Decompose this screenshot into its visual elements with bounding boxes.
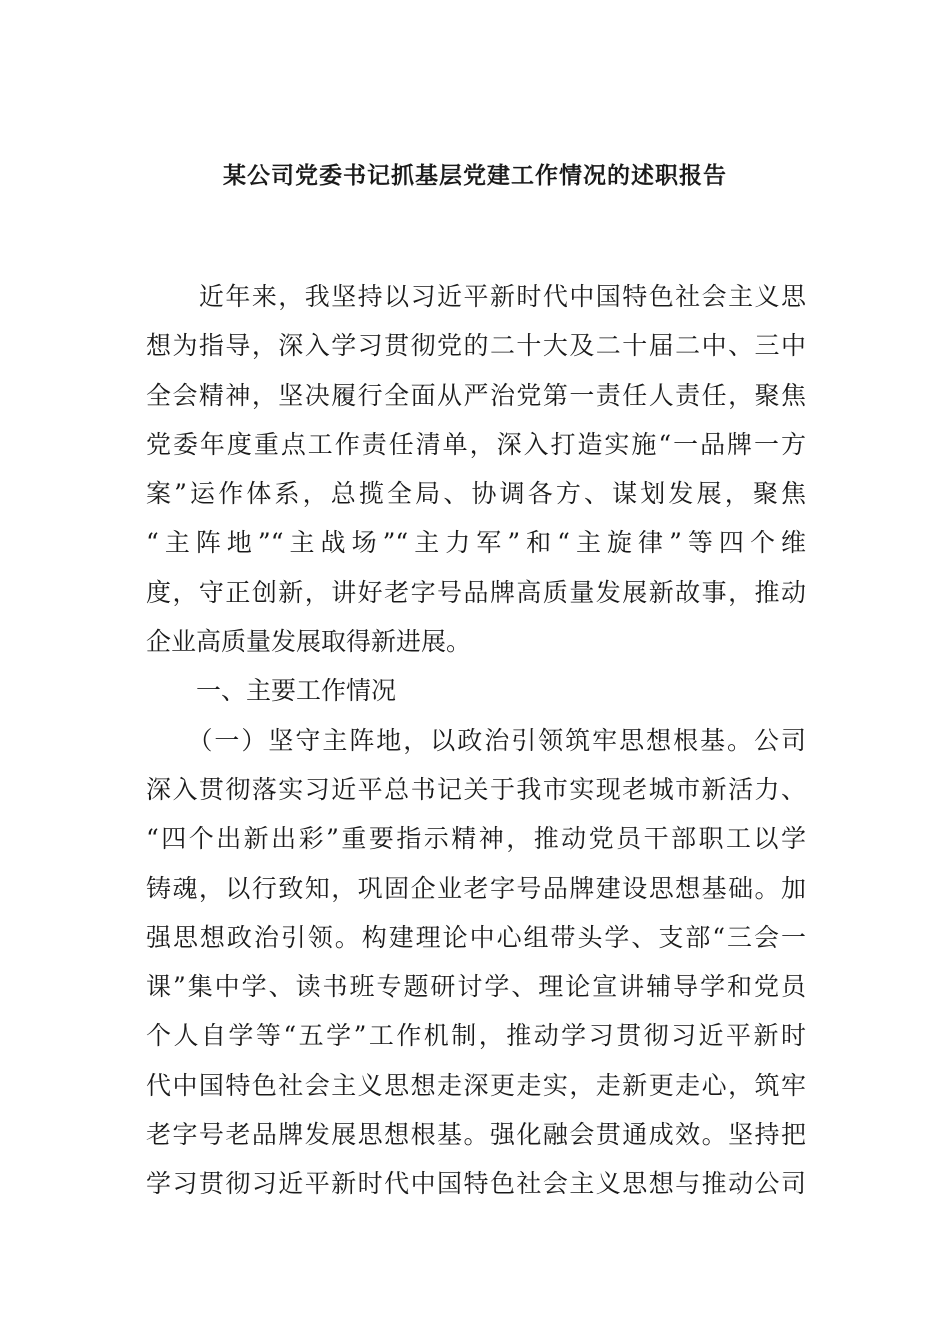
paragraph-line: 企业高质量发展取得新进展。	[146, 627, 472, 657]
paragraph-line: “四个出新出彩”重要指示精神，推动党员干部职工以学	[146, 824, 806, 854]
document-body	[146, 272, 806, 1209]
paragraph-line: 代中国特色社会主义思想走深更走实，走新更走心，筑牢	[146, 1070, 806, 1100]
paragraph-line: 近年来，我坚持以习近平新时代中国特色社会主义思	[146, 282, 806, 311]
paragraph-line: 个人自学等“五学”工作机制，推动学习贯彻习近平新时	[146, 1021, 806, 1051]
paragraph-line: 铸魂，以行致知，巩固企业老字号品牌建设思想基础。加	[146, 873, 806, 903]
document-title: 某公司党委书记抓基层党建工作情况的述职报告	[223, 162, 727, 189]
paragraph-line: （一）坚守主阵地，以政治引领筑牢思想根基。公司	[146, 725, 806, 755]
paragraph-line: 案”运作体系，总揽全局、协调各方、谋划发展，聚焦	[146, 479, 806, 509]
paragraph-line: 党委年度重点工作责任清单，深入打造实施“一品牌一方	[146, 429, 806, 459]
section-heading: 一、主要工作情况	[146, 676, 397, 706]
paragraph-line: 想为指导，深入学习贯彻党的二十大及二十届二中、三中	[146, 331, 806, 361]
paragraph-line: 学习贯彻习近平新时代中国特色社会主义思想与推动公司	[146, 1169, 806, 1199]
paragraph-line: “主阵地”“主战场”“主力军”和“主旋律”等四个维	[146, 528, 806, 558]
paragraph-line: 强思想政治引领。构建理论中心组带头学、支部“三会一	[146, 922, 806, 952]
paragraph-line: 课”集中学、读书班专题研讨学、理论宣讲辅导学和党员	[146, 972, 806, 1002]
paragraph-line: 老字号老品牌发展思想根基。强化融会贯通成效。坚持把	[146, 1120, 806, 1150]
paragraph-line: 深入贯彻落实习近平总书记关于我市实现老城市新活力、	[146, 774, 806, 804]
paragraph-line: 全会精神，坚决履行全面从严治党第一责任人责任，聚焦	[146, 380, 806, 410]
paragraph-line: 度，守正创新，讲好老字号品牌高质量发展新故事，推动	[146, 577, 806, 607]
